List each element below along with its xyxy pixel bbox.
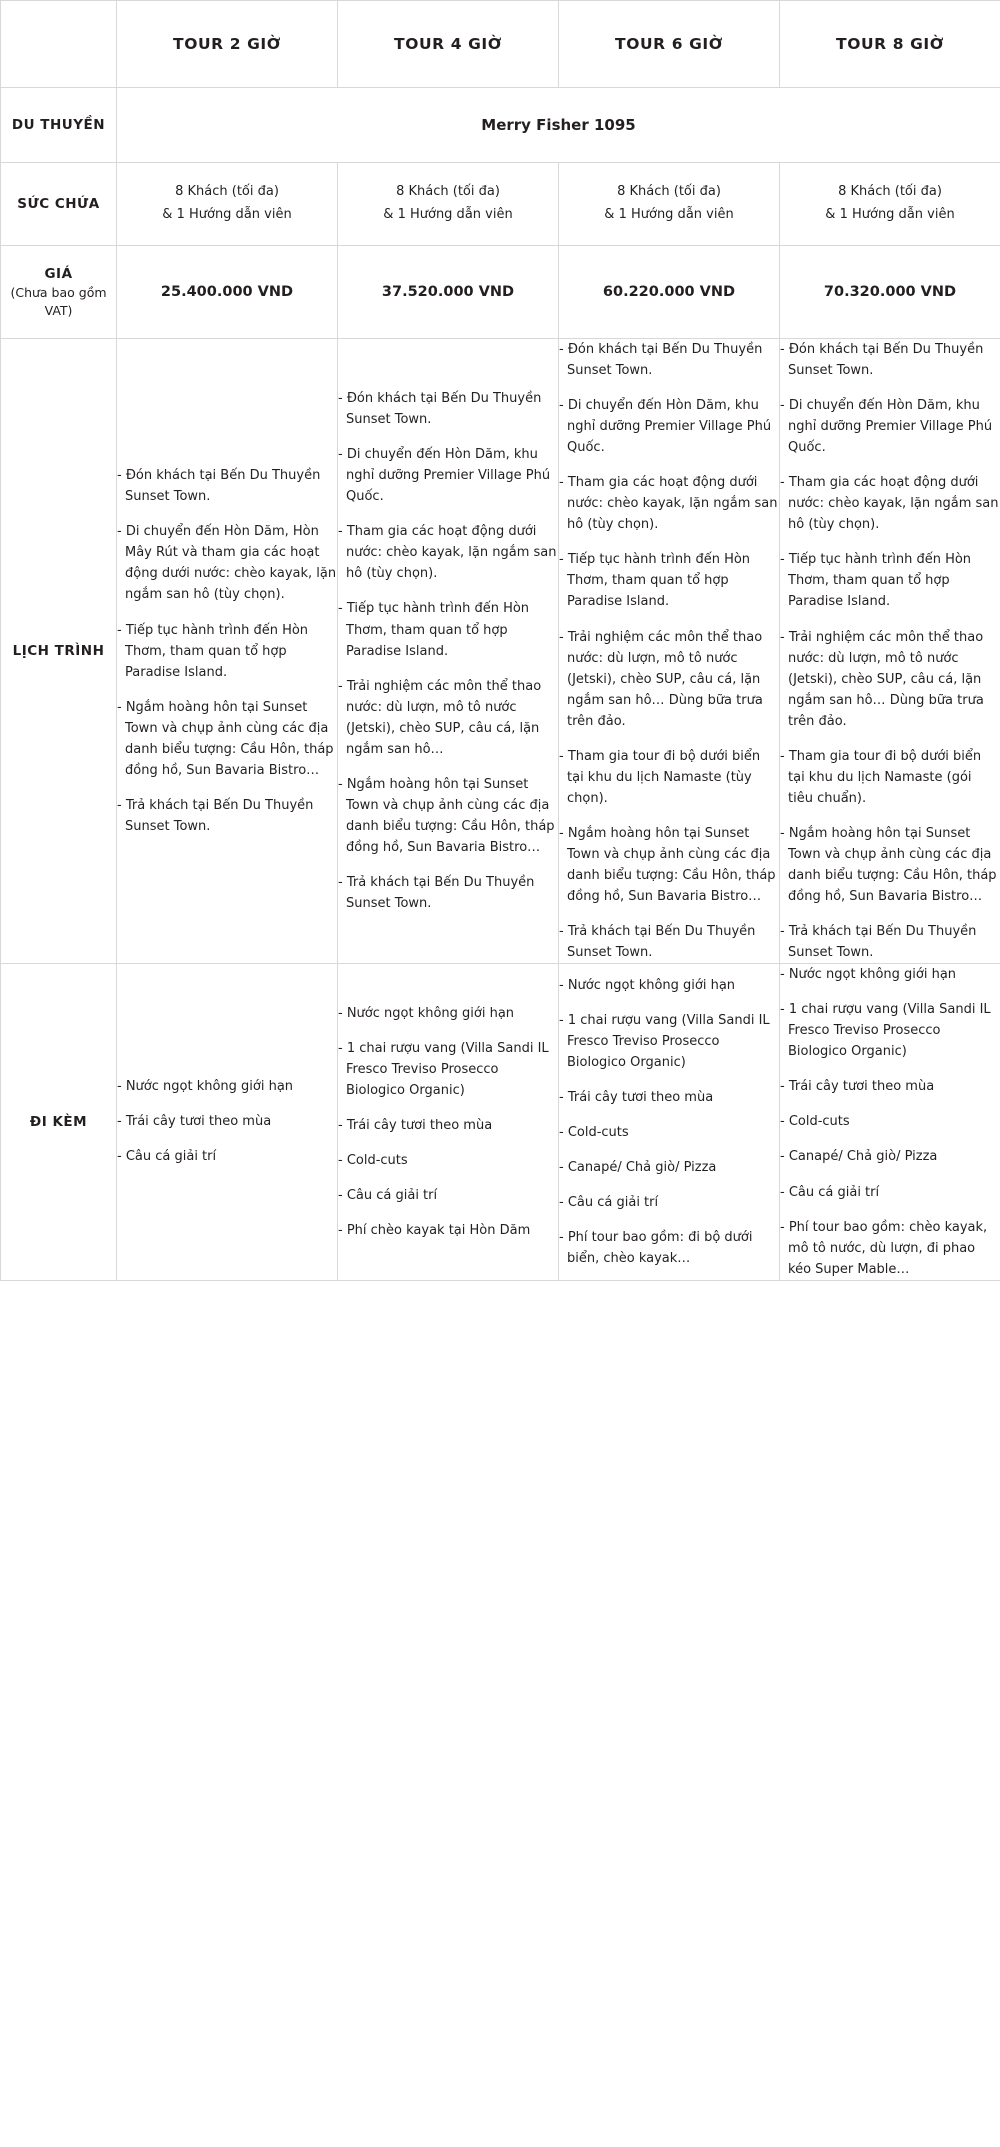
capacity-value-tour-8h — [780, 163, 1000, 246]
capacity-guests-6h: 8 Khách (tối đa) — [617, 184, 721, 200]
row-label-yacht: DU THUYỀN — [1, 88, 117, 163]
list-item: - Ngắm hoàng hôn tại Sunset Town và chụp ảnh cùng các địa danh biểu tượng: Cầu Hôn, tháp đồng hồ, Sun Bavaria Bistro… — [117, 699, 334, 778]
list-item: - Trải nghiệm các môn thể thao nước: dù lượn, mô tô nước (Jetski), chèo SUP, câu cá, lặn ngắm san hô… Dùng bữa trưa trên đảo. — [559, 629, 763, 729]
row-label-included: ĐI KÈM — [1, 964, 117, 1281]
list-item: - Trái cây tươi theo mùa — [780, 1079, 935, 1095]
itinerary-tour-6h — [559, 339, 780, 964]
list-item: - Ngắm hoàng hôn tại Sunset Town và chụp ảnh cùng các địa danh biểu tượng: Cầu Hôn, tháp đồng hồ, Sun Bavaria Bistro… — [780, 825, 997, 905]
list-item: - Đón khách tại Bến Du Thuyền Sunset Town. — [338, 391, 542, 428]
list-item: - 1 chai rượu vang (Villa Sandi IL Fresco Treviso Prosecco Biologico Organic) — [338, 1040, 549, 1098]
included-list-8h — [780, 964, 1000, 1280]
itinerary-tour-4h — [338, 339, 559, 964]
list-item: - Trái cây tươi theo mùa — [117, 1114, 272, 1130]
list-item: - Tham gia tour đi bộ dưới biển tại khu du lịch Namaste (gói tiêu chuẩn). — [780, 748, 982, 806]
list-item: - Trái cây tươi theo mùa — [338, 1117, 493, 1133]
header-blank-cell — [1, 1, 117, 88]
capacity-guide-2h: & 1 Hướng dẫn viên — [162, 207, 292, 222]
list-item: - Cold-cuts — [338, 1152, 408, 1168]
table-row-itinerary — [1, 339, 1000, 964]
list-item: - Nước ngọt không giới hạn — [780, 967, 957, 983]
capacity-value-tour-2h — [117, 163, 338, 246]
list-item: - Câu cá giải trí — [780, 1184, 880, 1200]
row-label-price-main: GIÁ — [44, 265, 73, 282]
list-item: - Phí tour bao gồm: đi bộ dưới biển, chèo kayak… — [559, 1230, 753, 1267]
list-item: - Cold-cuts — [559, 1124, 629, 1140]
list-item: - Nước ngọt không giới hạn — [338, 1005, 515, 1021]
list-item: - Đón khách tại Bến Du Thuyền Sunset Town. — [559, 342, 763, 379]
list-item: - Trả khách tại Bến Du Thuyền Sunset Town. — [559, 924, 756, 961]
list-item: - Tiếp tục hành trình đến Hòn Thơm, tham quan tổ hợp Paradise Island. — [117, 622, 309, 680]
list-item: - Trái cây tươi theo mùa — [559, 1089, 714, 1105]
column-header-tour-6h: TOUR 6 GIỜ — [559, 1, 780, 88]
list-item: - Trả khách tại Bến Du Thuyền Sunset Town. — [117, 797, 314, 834]
list-item: - Phí tour bao gồm: chèo kayak, mô tô nước, dù lượn, đi phao kéo Super Mable… — [780, 1219, 988, 1277]
list-item: - Trải nghiệm các môn thể thao nước: dù lượn, mô tô nước (Jetski), chèo SUP, câu cá, lặn ngắm san hô… — [338, 678, 542, 757]
included-tour-6h — [559, 964, 780, 1281]
list-item: - Canapé/ Chả giò/ Pizza — [780, 1149, 938, 1165]
row-label-capacity: SỨC CHỨA — [1, 163, 117, 246]
itinerary-list-4h — [338, 388, 558, 914]
itinerary-list-8h — [780, 339, 1000, 963]
price-value-tour-6h: 60.220.000 VND — [559, 246, 780, 339]
list-item: - 1 chai rượu vang (Villa Sandi IL Fresco Treviso Prosecco Biologico Organic) — [780, 1002, 991, 1060]
row-label-price-note: (Chưa bao gồm VAT) — [10, 285, 107, 319]
included-tour-2h — [117, 964, 338, 1281]
list-item: - Nước ngọt không giới hạn — [117, 1079, 294, 1095]
list-item: - Phí chèo kayak tại Hòn Dăm — [338, 1223, 531, 1239]
list-item: - Tham gia các hoạt động dưới nước: chèo kayak, lặn ngắm san hô (tùy chọn). — [559, 475, 778, 533]
list-item: - Di chuyển đến Hòn Dăm, khu nghỉ dưỡng Premier Village Phú Quốc. — [780, 398, 993, 456]
price-value-tour-4h: 37.520.000 VND — [338, 246, 559, 339]
list-item: - Tiếp tục hành trình đến Hòn Thơm, tham quan tổ hợp Paradise Island. — [780, 552, 972, 610]
table-row-capacity — [1, 163, 1000, 246]
list-item: - Tham gia tour đi bộ dưới biển tại khu du lịch Namaste (tùy chọn). — [559, 748, 761, 806]
list-item: - Câu cá giải trí — [117, 1149, 217, 1165]
capacity-guests-4h: 8 Khách (tối đa) — [396, 184, 500, 200]
table-header-row — [1, 1, 1000, 88]
row-label-price — [1, 246, 117, 339]
included-tour-8h — [780, 964, 1000, 1281]
capacity-guide-4h: & 1 Hướng dẫn viên — [383, 207, 513, 222]
list-item: - Ngắm hoàng hôn tại Sunset Town và chụp ảnh cùng các địa danh biểu tượng: Cầu Hôn, tháp đồng hồ, Sun Bavaria Bistro… — [338, 776, 555, 855]
included-list-2h — [117, 1076, 337, 1167]
list-item: - 1 chai rượu vang (Villa Sandi IL Fresco Treviso Prosecco Biologico Organic) — [559, 1012, 770, 1070]
list-item: - Đón khách tại Bến Du Thuyền Sunset Town. — [117, 468, 321, 505]
capacity-guests-2h: 8 Khách (tối đa) — [175, 184, 279, 200]
list-item: - Nước ngọt không giới hạn — [559, 977, 736, 993]
list-item: - Tham gia các hoạt động dưới nước: chèo kayak, lặn ngắm san hô (tùy chọn). — [780, 475, 999, 533]
capacity-value-tour-6h — [559, 163, 780, 246]
included-list-6h — [559, 975, 779, 1269]
table-row-included — [1, 964, 1000, 1281]
included-list-4h — [338, 1003, 558, 1241]
column-header-tour-8h: TOUR 8 GIỜ — [780, 1, 1000, 88]
list-item: - Tiếp tục hành trình đến Hòn Thơm, tham quan tổ hợp Paradise Island. — [559, 552, 751, 610]
list-item: - Di chuyển đến Hòn Dăm, Hòn Mây Rút và tham gia các hoạt động dưới nước: chèo kayak, lặn ngắm san hô (tùy chọn). — [117, 524, 337, 603]
list-item: - Di chuyển đến Hòn Dăm, khu nghỉ dưỡng Premier Village Phú Quốc. — [559, 398, 772, 456]
column-header-tour-2h: TOUR 2 GIỜ — [117, 1, 338, 88]
list-item: - Tiếp tục hành trình đến Hòn Thơm, tham quan tổ hợp Paradise Island. — [338, 601, 530, 659]
list-item: - Tham gia các hoạt động dưới nước: chèo kayak, lặn ngắm san hô (tùy chọn). — [338, 524, 557, 582]
list-item: - Trải nghiệm các môn thể thao nước: dù lượn, mô tô nước (Jetski), chèo SUP, câu cá, lặn ngắm san hô… Dùng bữa trưa trên đảo. — [780, 629, 984, 729]
table-row-yacht — [1, 88, 1000, 163]
itinerary-tour-8h — [780, 339, 1000, 964]
yacht-name-value: Merry Fisher 1095 — [117, 88, 1000, 163]
capacity-guests-8h: 8 Khách (tối đa) — [838, 184, 942, 200]
list-item: - Trả khách tại Bến Du Thuyền Sunset Town. — [780, 924, 977, 961]
list-item: - Cold-cuts — [780, 1114, 850, 1130]
itinerary-list-2h — [117, 465, 337, 837]
price-value-tour-2h: 25.400.000 VND — [117, 246, 338, 339]
list-item: - Trả khách tại Bến Du Thuyền Sunset Town. — [338, 874, 535, 912]
list-item: - Di chuyển đến Hòn Dăm, khu nghỉ dưỡng Premier Village Phú Quốc. — [338, 447, 551, 505]
list-item: - Câu cá giải trí — [338, 1188, 438, 1204]
capacity-guide-8h: & 1 Hướng dẫn viên — [825, 207, 955, 222]
row-label-itinerary: LỊCH TRÌNH — [1, 339, 117, 964]
list-item: - Đón khách tại Bến Du Thuyền Sunset Town. — [780, 342, 984, 379]
list-item: - Canapé/ Chả giò/ Pizza — [559, 1159, 717, 1175]
capacity-value-tour-4h — [338, 163, 559, 246]
list-item: - Ngắm hoàng hôn tại Sunset Town và chụp ảnh cùng các địa danh biểu tượng: Cầu Hôn, tháp đồng hồ, Sun Bavaria Bistro… — [559, 825, 776, 905]
table-row-price — [1, 246, 1000, 339]
price-value-tour-8h: 70.320.000 VND — [780, 246, 1000, 339]
itinerary-tour-2h — [117, 339, 338, 964]
list-item: - Câu cá giải trí — [559, 1195, 659, 1211]
itinerary-list-6h — [559, 339, 779, 963]
column-header-tour-4h: TOUR 4 GIỜ — [338, 1, 559, 88]
included-tour-4h — [338, 964, 559, 1281]
capacity-guide-6h: & 1 Hướng dẫn viên — [604, 207, 734, 222]
